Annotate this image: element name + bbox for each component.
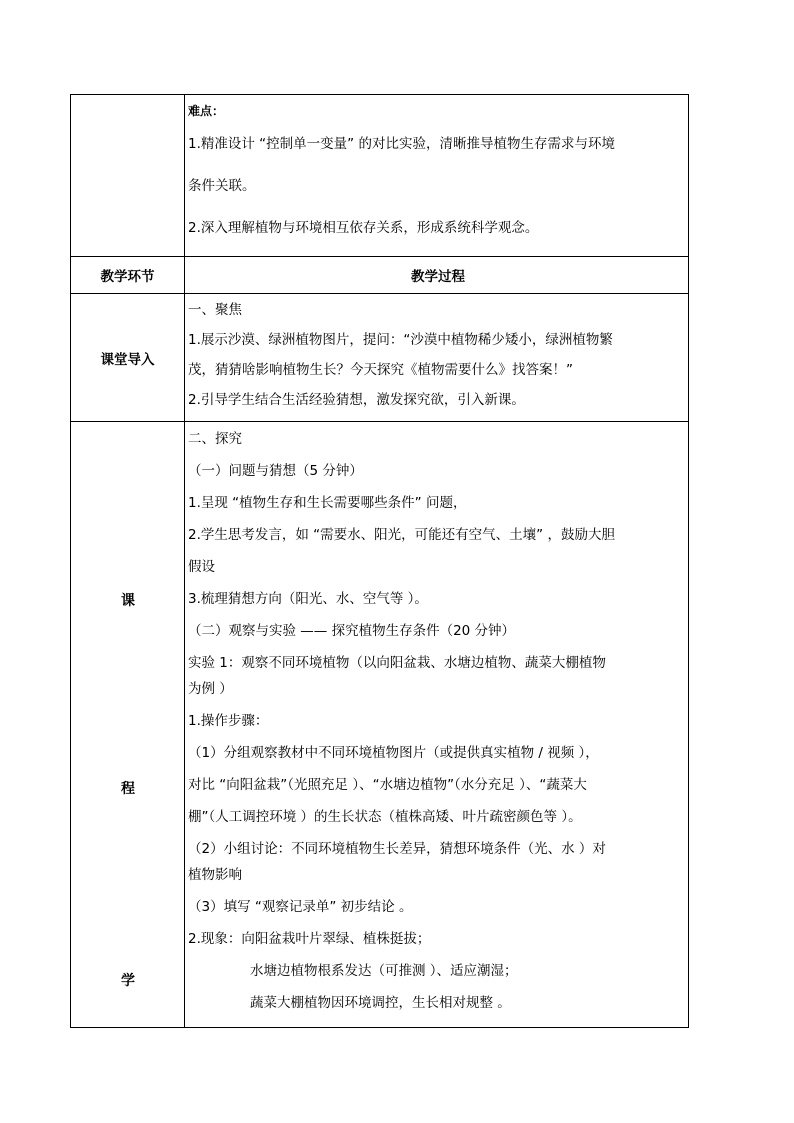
process-line: 棚”（人工调控环境 ）的生长状态（植株高矮、叶片疏密颜色等 ）。 xyxy=(188,809,582,825)
header-process: 教学过程 xyxy=(411,269,465,285)
process-line: 为例 ） xyxy=(188,681,233,697)
intro-content xyxy=(185,294,688,421)
difficulty-line-1: 1.精准设计 “控制单一变量” 的对比实验，清晰推导植物生存需求与环境 xyxy=(188,136,615,152)
intro-line: 1.展示沙漠、绿洲植物图片，提问：“沙漠中植物稀少矮小，绿洲植物繁 xyxy=(188,332,613,348)
lesson-table xyxy=(70,94,689,1028)
process-line: （一）问题与猜想（5 分钟） xyxy=(188,463,363,479)
intro-row xyxy=(70,293,689,421)
process-line: 1.操作步骤： xyxy=(188,713,269,729)
process-line: 2.学生思考发言，如 “需要水、阳光，可能还有空气、土壤” ，鼓励大胆 xyxy=(188,527,615,543)
process-line: 二、探究 xyxy=(188,431,242,447)
process-line: 植物影响 xyxy=(188,867,242,883)
process-line: 2.现象：向阳盆栽叶片翠绿、植株挺拔； xyxy=(188,931,431,947)
intro-line: 2.引导学生结合生活经验猜想，激发探究欲，引入新课。 xyxy=(188,392,525,408)
process-line: 1.呈现 “植物生存和生长需要哪些条件” 问题， xyxy=(188,495,467,511)
process-line: 假设 xyxy=(188,559,215,575)
process-line: 对比 “向阳盆栽”（光照充足 ）、“水塘边植物”（水分充足 ）、“蔬菜大 xyxy=(188,777,587,793)
difficulty-line-3: 2.深入理解植物与环境相互依存关系，形成系统科学观念。 xyxy=(188,220,539,236)
difficulty-line-2: 条件关联。 xyxy=(188,178,256,194)
difficulty-content-cell xyxy=(185,95,688,256)
process-row xyxy=(70,421,689,1028)
process-indented-line: 水塘边植物根系发达（可推测 ）、适应潮湿； xyxy=(250,963,518,979)
process-side-char: 学 xyxy=(121,973,135,989)
process-indented-line: 蔬菜大棚植物因环境调控，生长相对规整 。 xyxy=(250,995,511,1011)
intro-line: 茂，猜猜啥影响植物生长？今天探究《植物需要什么》找答案！” xyxy=(188,362,573,378)
process-line: 实验 1：观察不同环境植物（以向阳盆栽、水塘边植物、蔬菜大棚植物 xyxy=(188,655,606,671)
process-line: 3.梳理猜想方向（阳光、水、空气等 ）。 xyxy=(188,591,428,607)
process-line: （1）分组观察教材中不同环境植物图片（或提供真实植物 / 视频 ）， xyxy=(188,745,599,761)
intro-label: 课堂导入 xyxy=(71,294,185,421)
process-side-char: 程 xyxy=(121,781,135,797)
intro-line: 一、聚焦 xyxy=(188,302,242,318)
process-line: （二）观察与实验 —— 探究植物生存条件（20 分钟） xyxy=(188,623,516,639)
difficulty-label-cell xyxy=(71,95,185,256)
process-line: （2）小组讨论：不同环境植物生长差异，猜想环境条件（光、水 ）对 xyxy=(188,841,606,857)
process-content xyxy=(185,422,688,1027)
process-side-char: 课 xyxy=(121,593,135,609)
process-label-cell xyxy=(71,422,185,1027)
table-header-row xyxy=(70,256,689,293)
process-line: （3）填写 “观察记录单” 初步结论 。 xyxy=(188,899,413,915)
difficulty-row xyxy=(70,94,689,256)
header-stage: 教学环节 xyxy=(71,257,185,293)
difficulty-heading: 难点： xyxy=(188,104,225,118)
